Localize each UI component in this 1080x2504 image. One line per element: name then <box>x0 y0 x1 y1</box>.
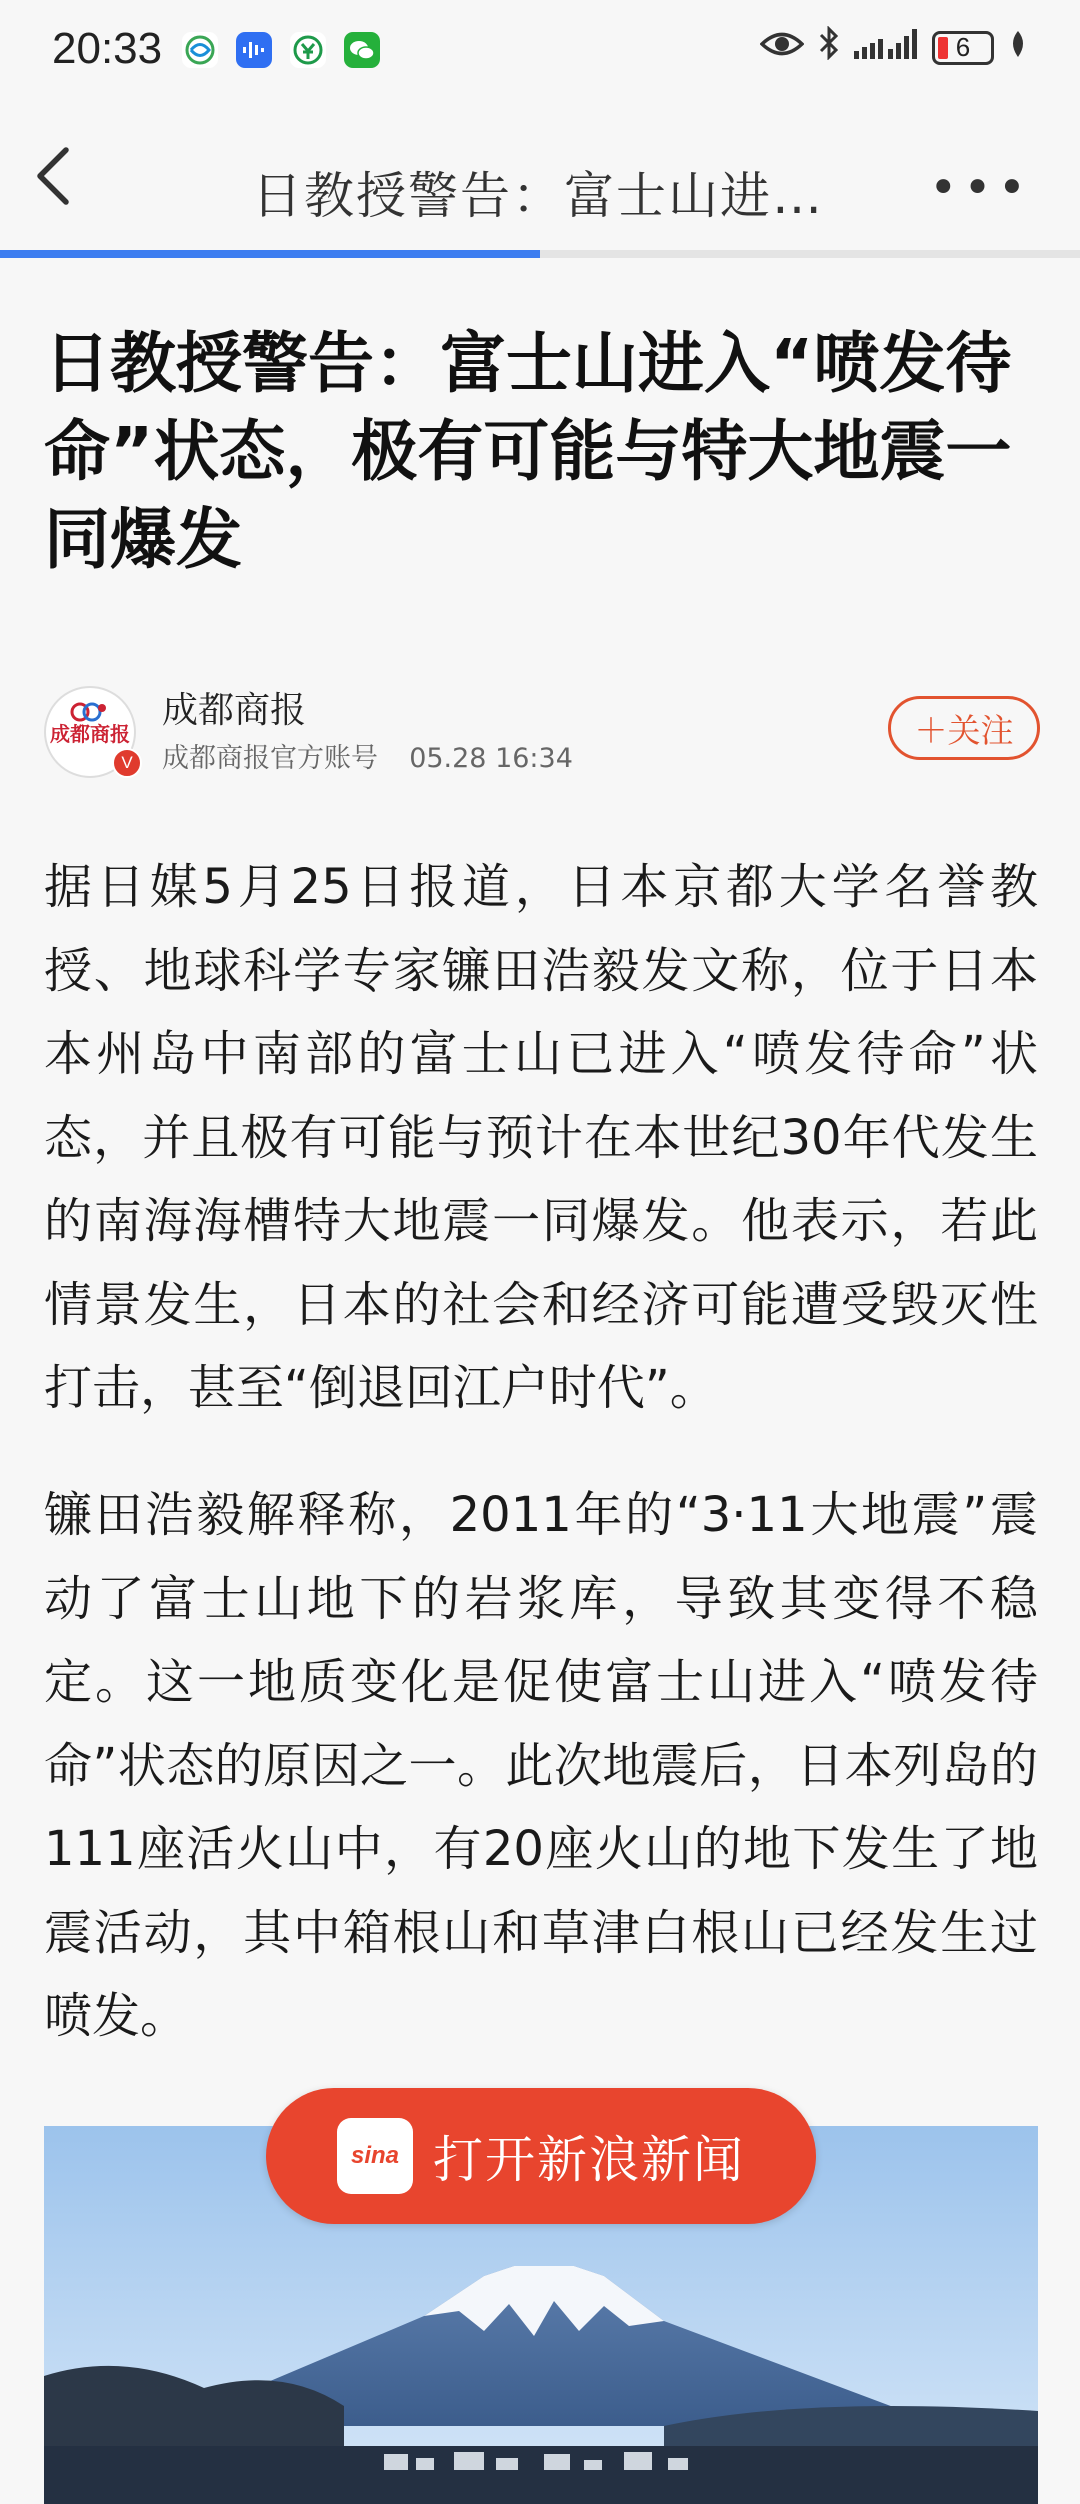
leaf-icon <box>1008 28 1028 68</box>
open-app-label: 打开新浪新闻 <box>433 2131 745 2189</box>
battery-indicator: 6 <box>932 31 994 65</box>
sina-logo-icon: sina <box>337 2118 413 2194</box>
back-button[interactable] <box>26 144 86 208</box>
nav-title: 日教授警告：富士山进… <box>252 167 824 225</box>
mobile-app-icon <box>182 32 218 68</box>
finance-app-icon <box>290 32 326 68</box>
bluetooth-icon <box>818 26 840 69</box>
open-sina-news-button[interactable] <box>266 2088 816 2224</box>
author-name[interactable]: 成都商报 <box>162 690 307 731</box>
read-progress-fill <box>0 250 540 258</box>
signal-icon <box>854 27 918 68</box>
status-bar <box>0 0 1080 104</box>
status-system-icons <box>760 26 1028 69</box>
publish-time: 05.28 16:34 <box>409 743 573 774</box>
author-meta <box>162 736 573 775</box>
voice-app-icon <box>236 32 272 68</box>
back-arrow-icon <box>26 144 86 208</box>
status-notification-icons <box>182 32 380 68</box>
more-options-button[interactable]: ••• <box>929 160 1032 216</box>
author-row <box>44 676 1040 786</box>
eye-comfort-icon <box>760 28 804 68</box>
verified-badge: V <box>112 748 142 778</box>
article-title: 日教授警告：富士山进入“喷发待命”状态，极有可能与特大地震一同爆发 <box>44 325 1012 578</box>
wechat-icon <box>344 32 380 68</box>
read-progress-bar <box>0 250 1080 258</box>
status-time: 20:33 <box>52 24 163 73</box>
author-account: 成都商报官方账号 <box>162 743 378 774</box>
top-nav-bar <box>0 104 1080 250</box>
avatar-text: 成都商报 <box>50 722 130 746</box>
article-paragraph: 镰田浩毅解释称，2011年的“3·11大地震”震动了富士山地下的岩浆库，导致其变得不稳定。这一地质变化是促使富士山进入“喷发待命”状态的原因之一。此次地震后，日本列岛的111座活火山中，有20座火山的地下发生了地震活动，其中箱根山和草津白根山已经发生过喷发。 <box>44 1487 1038 2044</box>
follow-button[interactable]: ＋关注 <box>888 696 1040 760</box>
article-paragraph: 据日媒5月25日报道，日本京都大学名誉教授、地球科学专家镰田浩毅发文称，位于日本本州岛中南部的富士山已进入“喷发待命”状态，并且极有可能与预计在本世纪30年代发生的南海海槽特大地震一同爆发。他表示，若此情景发生，日本的社会和经济可能遭受毁灭性打击，甚至“倒退回江户时代”。 <box>44 859 1038 1416</box>
